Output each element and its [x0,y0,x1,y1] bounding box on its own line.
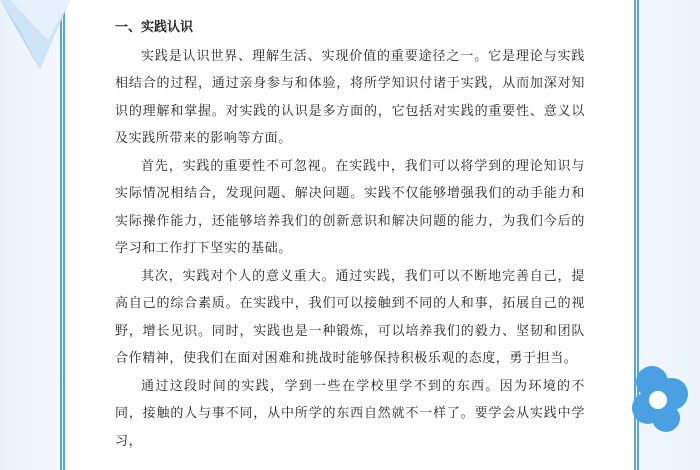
flower-decoration-icon [622,360,700,440]
document-content [115,14,585,455]
paragraph: 通过这段时间的实践，学到一些在学校里学不到的东西。因为环境的不同，接触的人与事不同，从中所学的东西自然就不一样了。要学会从实践中学习， [115,378,585,449]
paragraph: 实践是认识世界、理解生活、实现价值的重要途径之一。它是理论与实践相结合的过程，通过亲身参与和体验，将所学知识付诸于实践，从而加深对知识的理解和掌握。对实践的认识是多方面的，它包括对实践的重要性、意义以及实践所带来的影响等方面。 [115,48,585,146]
paragraph: 首先，实践的重要性不可忽视。在实践中，我们可以将学到的理论知识与实际情况相结合，发现问题、解决问题。实践不仅能够增强我们的动手能力和实际操作能力，还能够培养我们的创新意识和解决问题的能力，为我们今后的学习和工作打下坚实的基础。 [115,158,585,256]
paper-plane-icon [0,0,90,90]
section-heading: 一、实践认识 [115,20,194,35]
paragraph: 其次，实践对个人的意义重大。通过实践，我们可以不断地完善自己，提高自己的综合素质。在实践中，我们可以接触到不同的人和事，拓展自己的视野，增长见识。同时，实践也是一种锻炼，可以培养我们的毅力、坚韧和团队合作精神，使我们在面对困难和挑战时能够保持积极乐观的态度，勇于担当。 [115,268,585,366]
